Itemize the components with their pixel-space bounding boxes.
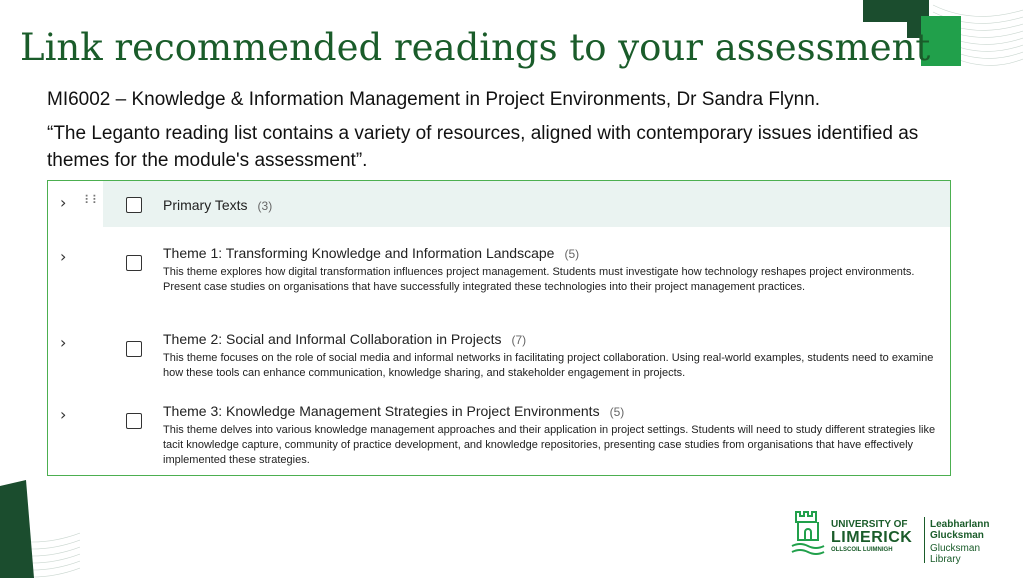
section-checkbox[interactable] — [126, 341, 142, 357]
section-checkbox[interactable] — [126, 413, 142, 429]
section-row-theme-3[interactable] — [48, 399, 950, 471]
section-description: This theme focuses on the role of social media and informal networks in facilitating project collaboration. Using real-world examples, students need to examine how these tools can enhance communication, knowledge sharing, and stakeholder engagement in projects. — [163, 352, 934, 379]
library-name-irish: Leabharlann — [930, 519, 990, 530]
reading-list-panel — [47, 180, 951, 476]
library-name-irish: Glucksman — [930, 530, 984, 541]
item-count: (5) — [564, 247, 580, 261]
section-row-primary-texts[interactable] — [48, 181, 950, 227]
quote-text: “The Leganto reading list contains a variety of resources, aligned with contemporary issues identified as themes for the module's assessment”. — [47, 123, 919, 171]
castle-crest-icon — [790, 506, 826, 556]
university-logo — [790, 503, 1015, 569]
slide-title: Link recommended readings to your assessment — [20, 26, 931, 69]
logo-text-line-1: UNIVERSITY OF — [831, 519, 908, 530]
chevron-right-icon[interactable]: › — [60, 247, 67, 266]
section-description: This theme explores how digital transformation influences project management. Students must investigate how technology reshapes project environments. Present case studies on organisations that have successfully integrated these technologies into their project management practices. — [163, 266, 915, 293]
item-count: (3) — [257, 199, 273, 213]
item-count: (5) — [609, 405, 625, 419]
section-title[interactable]: Theme 3: Knowledge Management Strategies in Project Environments (5) — [163, 403, 625, 419]
section-row-theme-1[interactable] — [48, 241, 950, 313]
module-subtitle: MI6002 – Knowledge & Information Management in Project Environments, Dr Sandra Flynn. — [47, 89, 821, 110]
section-description: This theme delves into various knowledge management approaches and their application in project settings. Students will need to study different strategies like tacit knowledge capture, community of practice development, and knowledge repositories, presenting case studies from organisations that have effectively implemented these strategies. — [163, 424, 936, 466]
corner-decoration — [0, 478, 80, 578]
chevron-right-icon[interactable]: › — [60, 193, 67, 212]
library-name-english: Glucksman — [930, 543, 981, 554]
logo-text-line-3: OLLSCOIL LUIMNIGH — [831, 547, 893, 553]
drag-handle-icon[interactable]: ⠇⠇ — [84, 193, 100, 207]
section-checkbox[interactable] — [126, 255, 142, 271]
logo-text-line-2: LIMERICK — [831, 529, 913, 546]
logo-divider — [924, 517, 925, 563]
section-checkbox[interactable] — [126, 197, 142, 213]
item-count: (7) — [511, 333, 527, 347]
chevron-right-icon[interactable]: › — [60, 405, 67, 424]
section-row-theme-2[interactable] — [48, 327, 950, 383]
library-name-english: Library — [930, 554, 961, 565]
section-title[interactable]: Theme 1: Transforming Knowledge and Information Landscape (5) — [163, 245, 580, 261]
section-title[interactable]: Theme 2: Social and Informal Collaboration in Projects (7) — [163, 331, 527, 347]
section-title[interactable]: Primary Texts (3) — [163, 197, 273, 213]
chevron-right-icon[interactable]: › — [60, 333, 67, 352]
